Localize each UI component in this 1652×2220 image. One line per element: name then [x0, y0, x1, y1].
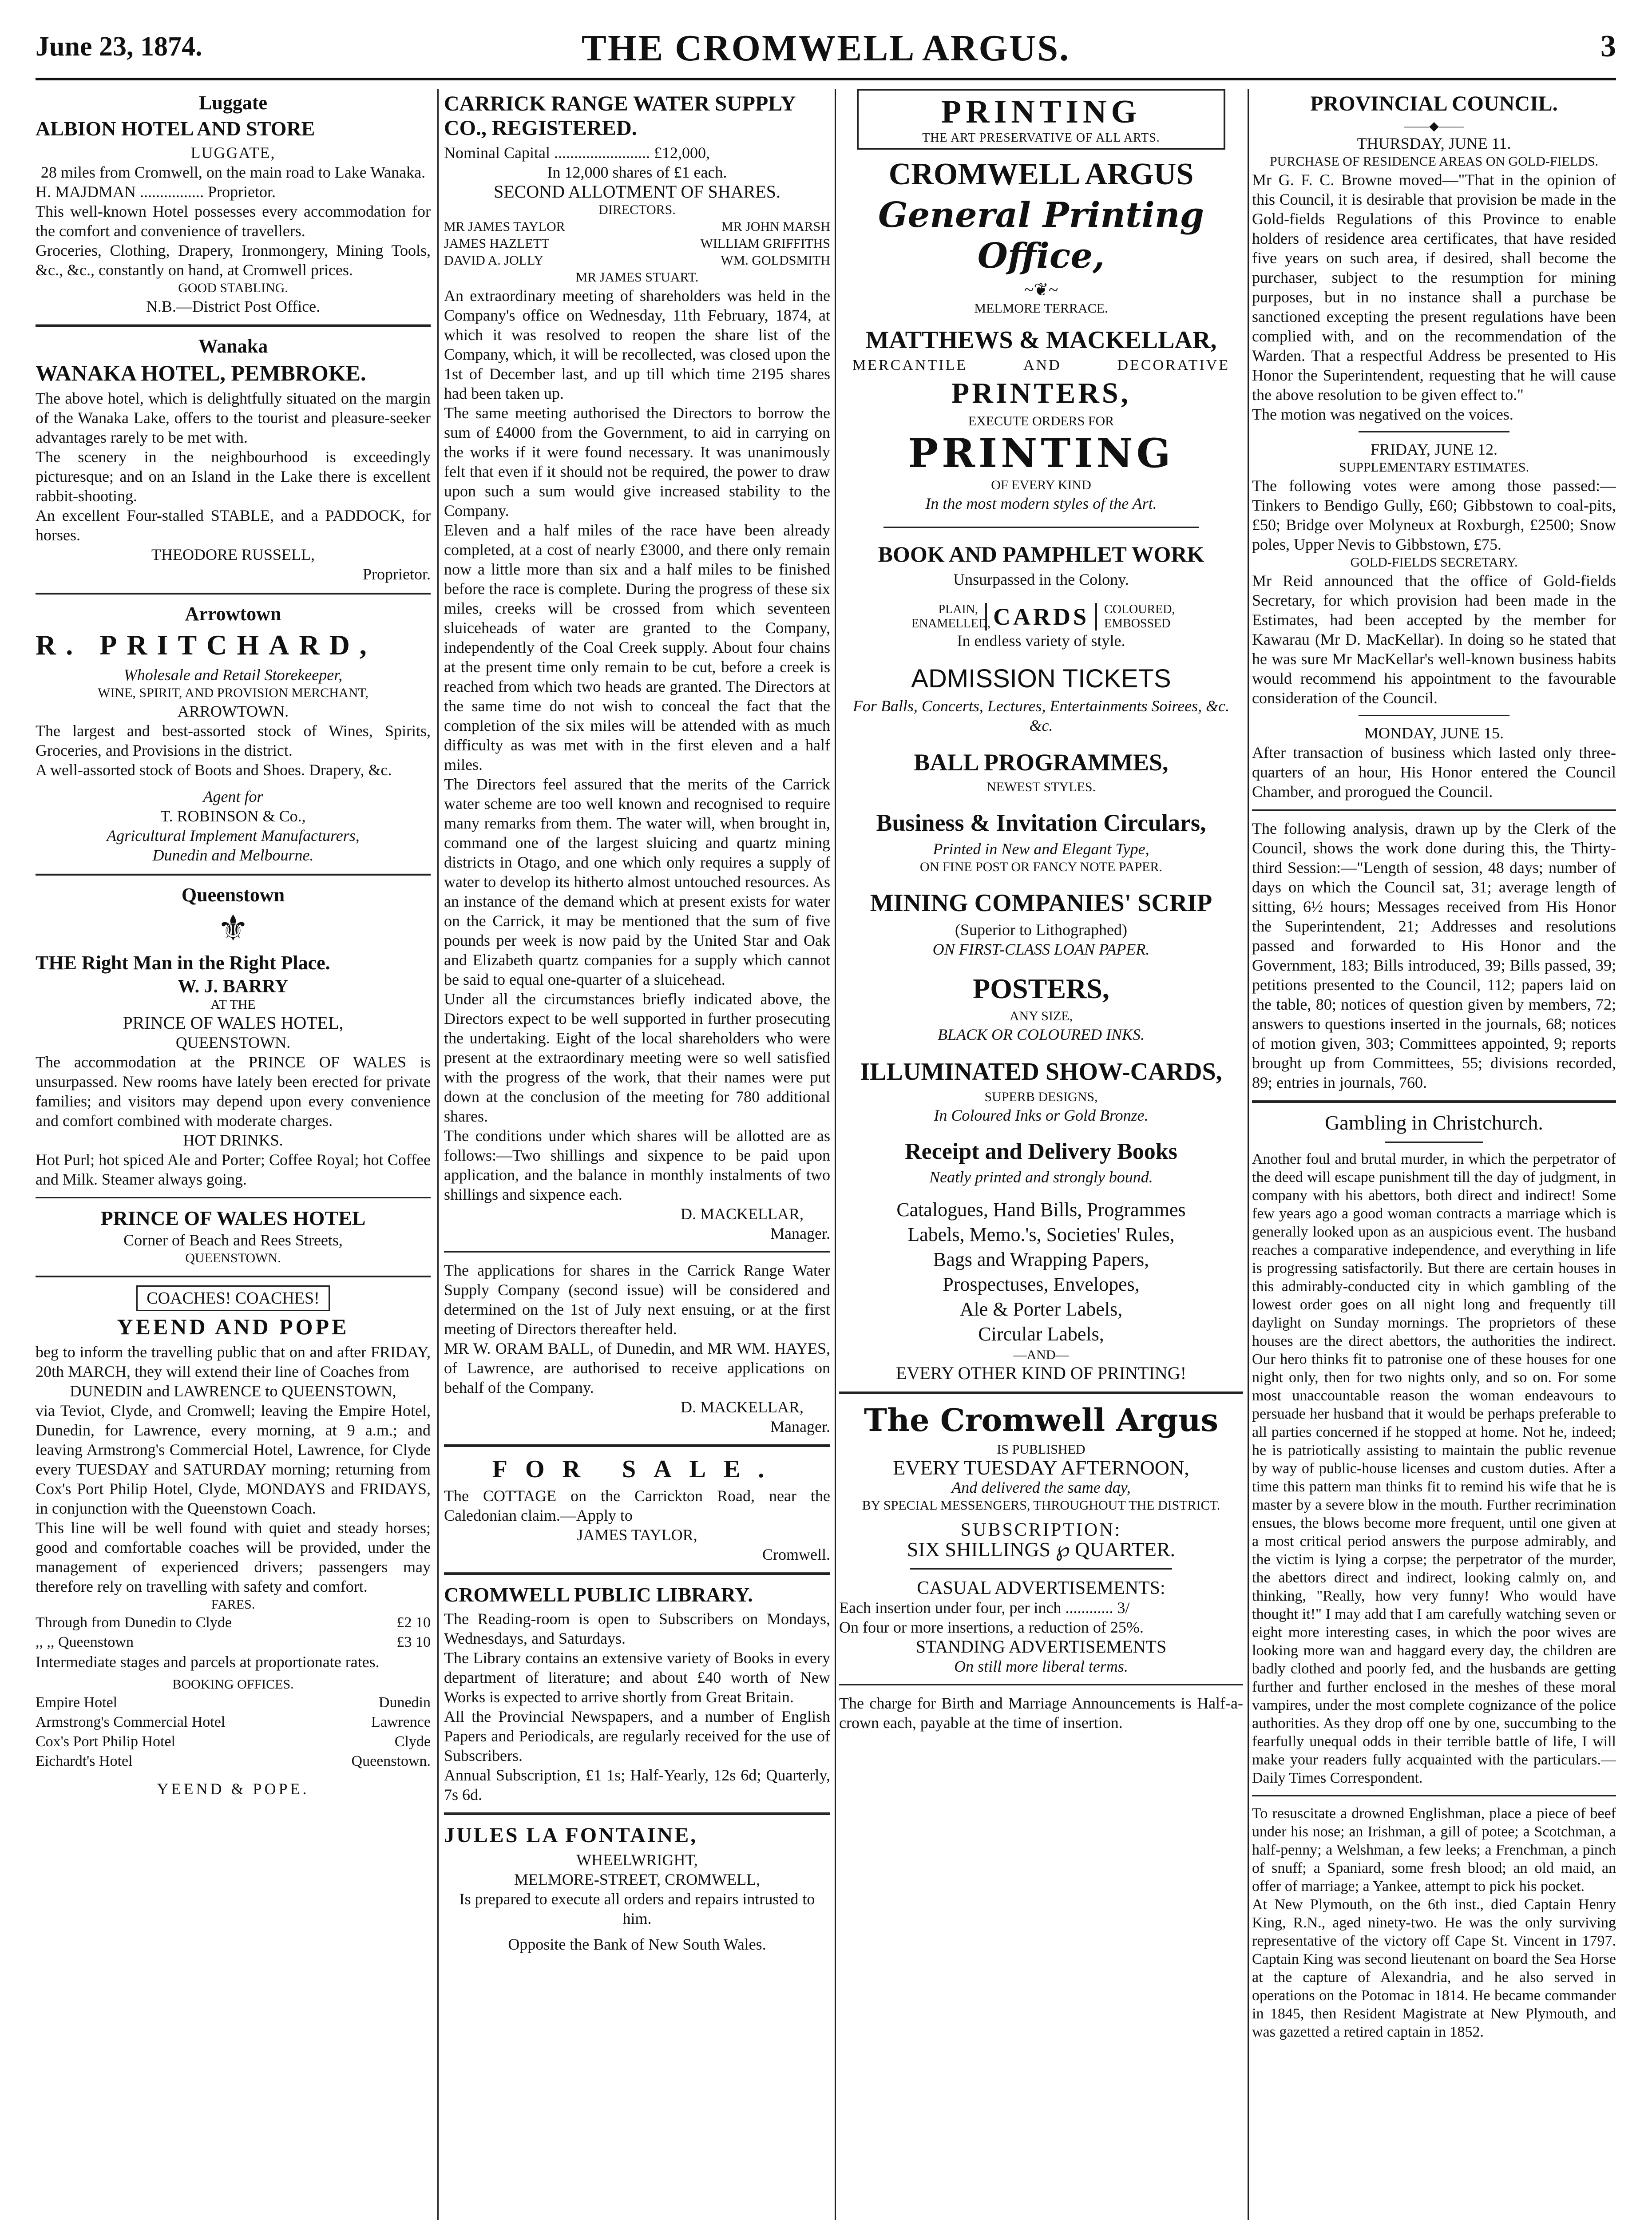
fare-row: ,, ,, Queenstown £3 10 [36, 1634, 431, 1650]
standing-heading: STANDING ADVERTISEMENTS [915, 1637, 1167, 1657]
section-rule [1359, 715, 1509, 716]
ad-body: The Reading-room is open to Subscribers on Mondays, Wednesdays, and Saturdays. [444, 1610, 830, 1647]
ad-body: The largest and best-assorted stock of Wines, Spirits, Groceries, and Provisions in the district. [36, 722, 431, 759]
ad-town: QUEENSTOWN. [175, 1034, 291, 1051]
section-rule [1252, 1100, 1616, 1103]
carrick-ad [444, 91, 830, 1436]
place-heading: Arrowtown [185, 603, 281, 625]
coaches-ad [36, 1285, 431, 1799]
showcards-sub2: In Coloured Inks or Gold Bronze. [934, 1106, 1149, 1124]
book-work: BOOK AND PAMPHLET WORK [878, 542, 1204, 567]
booking-office-row: Cox's Port Philip Hotel Clyde [36, 1733, 431, 1750]
ad-body: The conditions under which shares will be allotted are as follows:—Two shillings and sixpence to be paid upon application, and the balance in monthly instalments of two shillings and sixpence each. [444, 1127, 830, 1203]
ad-hotel: PRINCE OF WALES HOTEL, [123, 1013, 344, 1033]
ad-body: An extraordinary meeting of shareholders was held in the Company's office on Wednesday, 11th February, 1874, at which it was resolved to reopen the share list of the Company, which, it will be recollected, was closed upon the 1st of December last, and up till which time 2195 shares had been taken up. [444, 287, 830, 402]
directors-row: MR JAMES TAYLOR MR JOHN MARSH [444, 219, 830, 234]
ad-signature: D. MACKELLAR, [681, 1398, 804, 1416]
ad-address: Opposite the Bank of New South Wales. [508, 1935, 766, 1953]
page-number: 3 [1600, 29, 1616, 63]
column-divider [835, 89, 836, 2220]
ad-capital: Nominal Capital ........................ £12,000, [444, 144, 710, 162]
ad-town: ARROWTOWN. [177, 702, 289, 720]
ad-title: R. PRITCHARD, [36, 629, 376, 661]
ad-proprietor-role: Proprietor. [363, 565, 431, 583]
place-heading: Luggate [199, 92, 267, 114]
booking-office-row: Eichardt's Hotel Queenstown. [36, 1753, 431, 1769]
receipt-title: Receipt and Delivery Books [905, 1139, 1177, 1164]
catalogue-list [839, 1197, 1243, 1347]
catalogue-line: Prospectuses, Envelopes, [943, 1273, 1140, 1295]
ad-route: DUNEDIN and LAWRENCE to QUEENSTOWN, [70, 1382, 396, 1400]
catalogue-line: Labels, Memo.'s, Societies' Rules, [907, 1224, 1175, 1245]
delivered: And delivered the same day, [951, 1479, 1131, 1496]
showcards-title: ILLUMINATED SHOW-CARDS, [860, 1058, 1222, 1086]
banner-word: PRINTING [941, 94, 1141, 130]
article-paragraph: The following votes were among those passed:—Tinkers to Bendigo Gully, £60; Gibbstown to coal-pits, £50; Bridge over Molyneux at Roxburgh, £2500; Snow poles, Upper Nevis to Gibbstown, £75. [1252, 477, 1616, 553]
firm-name: MATTHEWS & MACKELLAR, [865, 326, 1217, 354]
masthead [36, 27, 1616, 75]
sub-heading: GOLD-FIELDS SECRETARY. [1350, 555, 1518, 570]
section-rule [1252, 1795, 1616, 1796]
printing-fancy-title: PRINTING [908, 430, 1174, 477]
ad-name: W. J. BARRY [178, 976, 289, 997]
every-tuesday: EVERY TUESDAY AFTERNOON, [893, 1456, 1189, 1479]
arrowtown-ad [36, 603, 431, 865]
execute-line: EXECUTE ORDERS FOR [968, 414, 1114, 428]
ad-title: JULES LA FONTAINE, [444, 1824, 698, 1847]
ad-body: The accommodation at the PRINCE OF WALES is unsurpassed. New rooms have lately been erected for private families; and visitors may depend upon every convenience and comfort combined with moderate charges. [36, 1053, 431, 1130]
sub-heading: PURCHASE OF RESIDENCE AREAS ON GOLD-FIELDS. [1269, 154, 1599, 169]
article-paragraph: Another foul and brutal murder, in which the perpetrator of the deed will escape punishment till the day of judgment, in company with his abettors, both direct and indirect! Some few years ago a good woman contracts a marriage which is generally looked upon as an auspicious event. The husband reaches a comparative independence, and everything in life is progressing satisfactorily. But there are certain houses in this admirably-conducted city in which gambling of the lowest order goes on all night long and frequently till daylight on Sunday mornings. The proprietors of these houses are the direct abettors, the authorities the indirect. Our hero thinks fit to patronise one of these houses for one night only, then for two nights only, and so on. For some most unaccountable reason the woman endeavours to persuade her husband that it would be perhaps preferable to all parties concerned if he stopped at home. Not he, indeed; he is patriotically assisting to maintain the public revenue by way of public-house licenses and custom duties. After a time this pattern man thinks fit to remind his wife that he is master by a severe blow in the mouth. Further recrimination ensues, the blows become more frequent, until one given at a most critical period answers the purpose admirably, and the victim is lying a corpse; the perpetrator of the murder, the abettors direct and indirect, looking calmly on, and thinking, "Really, how very funny! Who would have thought it!" I may add that I am carefully watching seven or eight more interesting cases, in which the poor wives are looking more wan and haggard every day, the children are badly clothed and poorly fed, and the husbands are getting further and further enclosed in the meshes of these moral vampires, under the most complete cognizance of the police authorities. As they drop off one by one, succumbing to the fearfully unequal odds in their terrible battle of life, I will make your readers fully acquainted with the particulars.—Daily Times Correspondent. [1252, 1151, 1616, 1786]
ad-at: AT THE [210, 997, 256, 1012]
agent-name: T. ROBINSON & Co., [160, 807, 306, 825]
wanaka-ad [36, 335, 431, 584]
ad-body: Hot Purl; hot spiced Ale and Porter; Coffee Royal; hot Coffee and Milk. Steamer always going. [36, 1151, 431, 1188]
article-title: Gambling in Christchurch. [1325, 1111, 1543, 1134]
ad-proprietor: THEODORE RUSSELL, [151, 546, 315, 563]
ad-body: The same meeting authorised the Directors to borrow the sum of £4000 from the Government, to aid in carrying on the works if it were found necessary. It was unanimously felt that even if it should not be required, the power to draw upon such a sum would give increased stability to the Company. [444, 404, 830, 519]
ad-location: 28 miles from Cromwell, on the main road to Lake Wanaka. [40, 163, 426, 181]
ornament-icon: ~❦~ [1024, 280, 1058, 300]
merc-deco-row: MERCANTILE AND DECORATIVE [852, 357, 1230, 373]
fare-row: Through from Dunedin to Clyde £2 10 [36, 1614, 431, 1631]
ad-town: QUEENSTOWN. [185, 1251, 281, 1265]
ad-body: An excellent Four-stalled STABLE, and a PADDOCK, for horses. [36, 507, 431, 544]
ad-title: YEEND AND POPE [117, 1314, 349, 1339]
ad-body: This line will be well found with quiet and steady horses; good and comfortable coaches will be provided, under the management of experienced drivers; passengers may therefore rely on travelling with safety and comfort. [36, 1519, 431, 1595]
column-1 [36, 89, 431, 2220]
book-sub: Unsurpassed in the Colony. [953, 571, 1129, 588]
divider-ornament-icon: ——◆—— [1404, 119, 1464, 133]
mining-sub2: ON FIRST-CLASS LOAN PAPER. [932, 940, 1150, 958]
and-dash: —AND— [1013, 1348, 1069, 1362]
article-paragraph: The following analysis, drawn up by the Clerk of the Council, shows the work done during this, the Thirty-third Session:—"Length of session, 48 days; number of days on which the Council sat, 31; average length of sitting, 6½ hours; Messages received from His Honor the Superintendent, 21; Addresses and resolutions passed and forwarded to His Honor and the Government, 183; Bills introduced, 39; Bills passed, 39; petitions presented to the Council, 112; papers laid on the table, 80; notices of question given by members, 72; answers to questions inserted in the journals, 68; notices of motion given, 303; Committees appointed, 9; reports brought up from Committees, 55; divisions recorded, 89; entries in journals, 760. [1252, 820, 1616, 1091]
newspaper-title: THE CROMWELL ARGUS. [581, 28, 1070, 69]
subscription-price: SIX SHILLINGS ℘ QUARTER. [907, 1538, 1176, 1561]
booking-office-row: Armstrong's Commercial Hotel Lawrence [36, 1714, 431, 1730]
section-rule [1252, 809, 1616, 811]
article-paragraph: The motion was negatived on the voices. [1252, 405, 1513, 423]
printers-title: PRINTERS, [951, 377, 1131, 409]
ad-body: The Library contains an extensive variety of Books in every department of literature; and about £40 worth of New Works is expected to arrive shortly from Great Britain. [444, 1649, 830, 1706]
ad-address: Corner of Beach and Rees Streets, [123, 1231, 343, 1249]
ad-title: FOR SALE. [492, 1455, 782, 1483]
article-paragraph: Mr Reid announced that the office of Gold-fields Secretary, for which provision had been made in the Estimates, had been accepted by the member for Kawarau (Mr D. MacKellar). In doing so he stated that he was sure Mr MacKellar's well-known business habits would recommend his appointment to the favourable consideration of the Council. [1252, 572, 1616, 707]
ad-subheading: HOT DRINKS. [183, 1131, 283, 1149]
ad-hotel: PRINCE OF WALES HOTEL [100, 1207, 366, 1229]
booking-heading: BOOKING OFFICES. [172, 1677, 294, 1692]
agent-trade: Agricultural Implement Manufacturers, [107, 827, 360, 844]
place-heading: Wanaka [198, 335, 268, 357]
office-name: General Printing Office, [878, 195, 1204, 276]
ad-allotment: SECOND ALLOTMENT OF SHARES. [494, 182, 780, 202]
section-rule [910, 1568, 1172, 1570]
banner-motto: THE ART PRESERVATIVE OF ALL ARTS. [922, 131, 1160, 145]
for-sale-ad [444, 1455, 830, 1564]
section-rule [36, 324, 431, 327]
day-heading: FRIDAY, JUNE 12. [1370, 440, 1498, 458]
column-2 [444, 89, 830, 2220]
ad-address: MELMORE-STREET, CROMWELL, [514, 1871, 761, 1888]
ad-body: MR W. ORAM BALL, of Dunedin, and MR WM. HAYES, of Lawrence, are authorised to receive applications on behalf of the Company. [444, 1340, 830, 1396]
casual-rate: Each insertion under four, per inch ............ 3/ [839, 1599, 1130, 1617]
ad-body: The applications for shares in the Carrick Range Water Supply Company (second issue) will be considered and determined on the 1st of July next ensuing, or at the first meeting of Directors thereafter held. [444, 1261, 830, 1338]
ad-town: Cromwell. [762, 1546, 830, 1563]
booking-office-row: Empire Hotel Dunedin [36, 1694, 431, 1711]
article-paragraph: At New Plymouth, on the 6th inst., died Captain Henry King, R.N., aged ninety-two. He was the only surviving representative of the victory off Cape St. Vincent in 1797. Captain King was second lieutenant on board the Sea Horse at the capture of Alexandria, and he also served in operations on the Potomac in 1814. He became commander in 1845, then Resident Magistrate at New Plymouth, and was gazetted a retired captain in 1852. [1252, 1896, 1616, 2040]
catalogue-line: Ale & Porter Labels, [959, 1298, 1123, 1320]
every-kind: OF EVERY KIND [991, 478, 1091, 492]
column-divider [1248, 89, 1249, 2220]
section-rule [444, 1444, 830, 1447]
every-other: EVERY OTHER KIND OF PRINTING! [895, 1363, 1187, 1383]
ad-body: The COTTAGE on the Carrickton Road, near the Caledonian claim.—Apply to [444, 1487, 830, 1524]
queenstown-ad [36, 884, 431, 1267]
ad-body: Groceries, Clothing, Drapery, Ironmongery, Mining Tools, &c., &c., constantly on hand, at Cromwell prices. [36, 242, 431, 279]
cards-line: PLAIN, ENAMELLED, CARDS COLOURED, EMBOSSED [911, 603, 1175, 630]
subscription-heading: SUBSCRIPTION: [960, 1520, 1122, 1540]
wheelwright-ad [444, 1823, 830, 1954]
column-4 [1252, 89, 1616, 2220]
section-rule [36, 1197, 431, 1198]
ad-body: The scenery in the neighbourhood is exceedingly picturesque; and on an Island in the Lake there is excellent rabbit-shooting. [36, 448, 431, 505]
ad-body: Eleven and a half miles of the race have been already completed, at a cost of nearly £3000, and there only remain now a little more than six and a half miles to be finished before the race is complete. During the progress of these six miles, creeks will be crossed from which seventeen sluiceheads of water are granted to the Company, independently of the Coal Creek supply. About four chains at the present time only remain to be cut, before a creek is reached from which two heads are granted. The Directors at the same time do not wish to conceal the fact that the completion of the six miles will be attended with as much difficulty as was met with in the first eleven and a half miles. [444, 521, 830, 773]
fare-note: Intermediate stages and parcels at proportionate rates. [36, 1653, 380, 1671]
ad-proprietor: H. MAJDMAN ................ Proprietor. [36, 183, 276, 201]
ad-trade: Wholesale and Retail Storekeeper, [123, 666, 343, 684]
ball-sub: NEWEST STYLES. [986, 780, 1096, 794]
posters-sub: ANY SIZE, [1009, 1009, 1073, 1023]
receipt-sub: Neatly printed and strongly bound. [929, 1168, 1153, 1186]
section-rule [839, 1684, 1243, 1685]
section-rule [444, 1572, 830, 1575]
casual-heading: CASUAL ADVERTISEMENTS: [917, 1578, 1165, 1598]
ad-subtitle: LUGGATE, [190, 144, 276, 162]
sub-heading: SUPPLEMENTARY ESTIMATES. [1339, 460, 1529, 475]
modern-styles: In the most modern styles of the Art. [925, 495, 1157, 512]
article-paragraph: Mr G. F. C. Browne moved—"That in the opinion of this Council, it is desirable that provision be made in the Gold-fields Regulations of this Province to enable holders of residence area certificates, that have resided five years on such area, if desired, shall become the purchaser, subject to the resumption for mining purposes, but in no instance shall a purchase be sanctioned excepting the present regulations have been complied with, and on the recommendation of the Warden. That a respectful Address be presented to His Honor the Superintendent, requesting that he will cause the above resolution to be given effect to." [1252, 171, 1616, 404]
ad-body: Under all the circumstances briefly indicated above, the Directors expect to be well supported in further prosecuting the undertaking. Eight of the local shareholders who were present at the extraordinary meeting were so well satisfied with the progress of the work, that their names were put down at the conclusion of the meeting for 780 additional shares. [444, 990, 830, 1125]
published: IS PUBLISHED [997, 1442, 1085, 1457]
business-sub2: ON FINE POST OR FANCY NOTE PAPER. [920, 860, 1162, 874]
article-paragraph: After transaction of business which lasted only three-quarters of an hour, His Honor entered the Council Chamber, and prorogued the Council. [1252, 744, 1616, 801]
admission-sub: For Balls, Concerts, Lectures, Entertainments Soirees, &c. &c. [852, 697, 1230, 734]
ad-signature: YEEND & POPE. [157, 1780, 309, 1798]
prince-of-wales-feathers-icon: ⚜ [217, 909, 249, 948]
coaches-label: COACHES! COACHES! [136, 1285, 330, 1311]
office-address: MELMORE TERRACE. [974, 301, 1108, 316]
catalogue-line: Circular Labels, [978, 1323, 1104, 1345]
printing-banner [857, 89, 1225, 150]
ad-note: N.B.—District Post Office. [146, 297, 321, 315]
ad-signature-role: Manager. [770, 1225, 830, 1242]
section-rule [36, 873, 431, 876]
column-3 [839, 89, 1243, 2220]
directors-row: JAMES HAZLETT WILLIAM GRIFFITHS [444, 236, 830, 251]
ad-body: The above hotel, which is delightfully situated on the margin of the Wanaka Lake, offers to the tourist and pleasure-seeker advantages rarely to be met with. [36, 389, 431, 446]
day-heading: THURSDAY, JUNE 11. [1357, 135, 1511, 152]
charge-note: The charge for Birth and Marriage Announcements is Half-a-crown each, payable at the time of insertion. [839, 1694, 1243, 1732]
ad-body: Is prepared to execute all orders and repairs intrusted to him. [459, 1890, 815, 1927]
directors-row: MR JAMES STUART. [575, 270, 699, 285]
ad-signature-role: Manager. [770, 1418, 830, 1435]
section-rule [839, 1391, 1243, 1394]
business-sub: Printed in New and Elegant Type, [933, 840, 1149, 858]
section-rule [883, 527, 1199, 528]
ad-title: CROMWELL PUBLIC LIBRARY. [444, 1583, 753, 1606]
section-rule [1385, 1142, 1483, 1143]
ad-body: All the Provincial Newspapers, and a number of English Papers and Periodicals, are regularly received for the use of Subscribers. [444, 1708, 830, 1764]
fares-heading: FARES. [211, 1597, 255, 1612]
ad-shares: In 12,000 shares of £1 each. [547, 163, 727, 181]
ad-headline: THE Right Man in the Right Place. [36, 952, 330, 974]
section-rule [1359, 431, 1509, 432]
ad-body: beg to inform the travelling public that on and after FRIDAY, 20th MARCH, they will extend their line of Coaches from [36, 1343, 431, 1380]
casual-rate: On four or more insertions, a reduction of 25%. [839, 1618, 1144, 1636]
ball-title: BALL PROGRAMMES, [914, 749, 1169, 776]
ad-body: A well-assorted stock of Boots and Shoes. Drapery, &c. [36, 761, 392, 779]
ad-name: JAMES TAYLOR, [577, 1526, 697, 1544]
library-ad [444, 1583, 830, 1804]
ad-body: The Directors feel assured that the merits of the Carrick water scheme are too well known and recognised to require many remarks from them. The water will, when brought in, command one of the largest sluicing and quartz mining districts in Otago, and one which only requires a supply of water to develop its hitherto almost untouched resources. As an instance of the demand which at present exists for water on the Carrick, it may be mentioned that the sum of five pounds per week is now paid by the United Star and Oak and Elizabeth quartz companies for a supply which cannot be said to equal one-quarter of a sluicehead. [444, 775, 830, 988]
section-title: PROVINCIAL COUNCIL. [1310, 92, 1558, 115]
ad-title: WANAKA HOTEL, PEMBROKE. [36, 361, 366, 385]
ad-body: This well-known Hotel possesses every accommodation for the comfort and convenience of travellers. [36, 202, 431, 240]
messengers: BY SPECIAL MESSENGERS, THROUGHOUT THE DISTRICT. [862, 1498, 1220, 1513]
ad-signature: D. MACKELLAR, [681, 1205, 804, 1223]
business-title: Business & Invitation Circulars, [876, 809, 1206, 836]
section-rule [36, 592, 431, 595]
ad-note: GOOD STABLING. [178, 281, 288, 295]
argus-name: CROMWELL ARGUS [888, 157, 1194, 191]
ad-trade: WINE, SPIRIT, AND PROVISION MERCHANT, [98, 686, 368, 700]
admission-title: ADMISSION TICKETS [911, 664, 1171, 693]
directors-heading: DIRECTORS. [598, 202, 676, 217]
catalogue-line: Bags and Wrapping Papers, [933, 1249, 1149, 1270]
posters-sub2: BLACK OR COLOURED INKS. [937, 1026, 1145, 1043]
cards-sub: In endless variety of style. [957, 632, 1125, 650]
section-rule [444, 1251, 830, 1253]
catalogue-line: Catalogues, Hand Bills, Programmes [896, 1199, 1186, 1221]
day-heading: MONDAY, JUNE 15. [1364, 724, 1504, 742]
issue-date: June 23, 1874. [36, 32, 202, 62]
agent-place: Dunedin and Melbourne. [152, 846, 314, 864]
ad-body: via Teviot, Clyde, and Cromwell; leaving the Empire Hotel, Dunedin, for Lawrence, every morning, at 9 a.m.; and leaving Armstrong's Commercial Hotel, Lawrence, for Clyde every TUESDAY and SATURDAY morning; returning from Cox's Port Philip Hotel, Clyde, MONDAYS and FRIDAYS, in conjunction with the Queenstown Coach. [36, 1402, 431, 1517]
agent-label: Agent for [203, 788, 263, 805]
section-rule [36, 1275, 431, 1277]
paper-name: The Cromwell Argus [864, 1402, 1219, 1439]
masthead-rule [36, 78, 1616, 80]
ad-body: Annual Subscription, £1 1s; Half-Yearly, 12s 6d; Quarterly, 7s 6d. [444, 1766, 830, 1804]
ad-trade: WHEELWRIGHT, [576, 1851, 698, 1869]
ad-title: CARRICK RANGE WATER SUPPLY CO., REGISTERED. [444, 92, 795, 140]
article-paragraph: To resuscitate a drowned Englishman, place a piece of beef under his nose; an Irishman, a gill of potee; a Scotchman, a half-penny; a Welshman, a few leeks; a Frenchman, a pinch of snuff; a Spaniard, some fresh blood; an old maid, an offer of marriage; a Yankee, attempt to pick his pocket. [1252, 1805, 1616, 1895]
mining-sub: (Superior to Lithographed) [955, 921, 1127, 939]
mining-title: MINING COMPANIES' SCRIP [870, 889, 1212, 917]
section-rule [444, 1812, 830, 1815]
ad-title: ALBION HOTEL AND STORE [36, 117, 315, 140]
showcards-sub: SUPERB DESIGNS, [984, 1090, 1098, 1104]
posters-title: POSTERS, [973, 973, 1109, 1004]
directors-row: DAVID A. JOLLY WM. GOLDSMITH [444, 253, 830, 268]
standing-sub: On still more liberal terms. [954, 1657, 1128, 1675]
place-heading: Queenstown [181, 884, 285, 906]
luggate-ad [36, 91, 431, 316]
column-divider [437, 89, 439, 2220]
